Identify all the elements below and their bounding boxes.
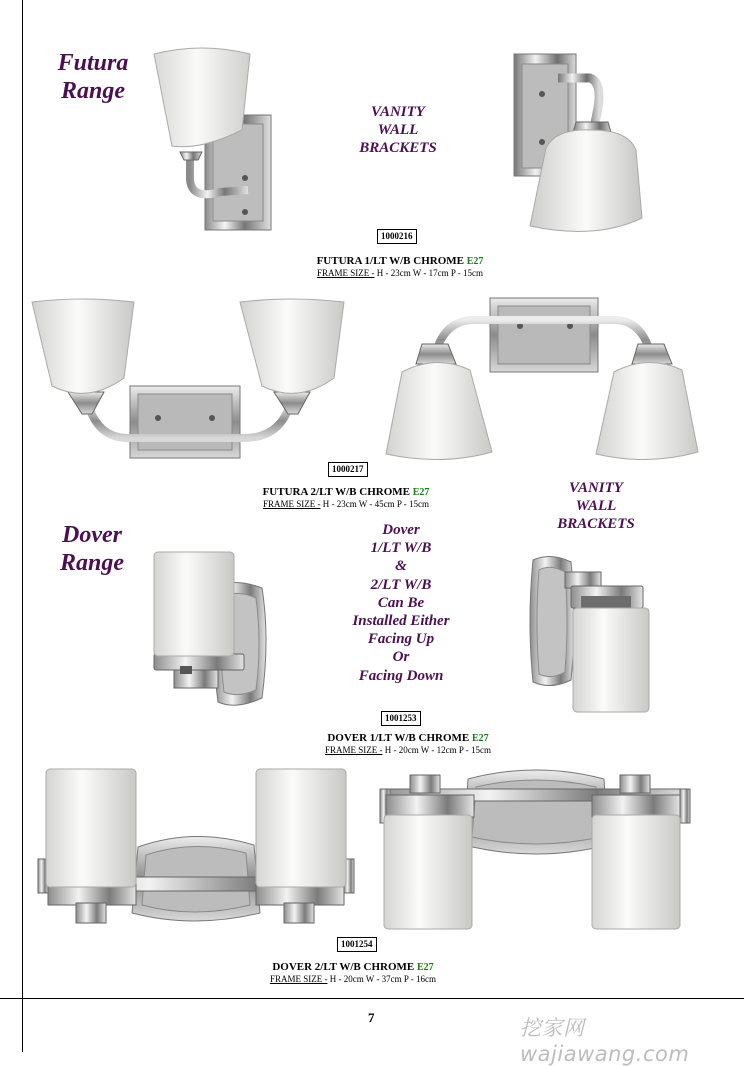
- futura-double-up-image: [28, 294, 350, 464]
- futura-single-code: 1000216: [377, 229, 417, 244]
- dover-double-code: 1001254: [337, 937, 377, 952]
- futura-vanity-heading: VANITY WALL BRACKETS: [359, 104, 437, 156]
- dover-single-name: DOVER 1/LT W/B CHROME E27: [327, 732, 489, 744]
- dover-installation-note: Dover 1/LT W/B & 2/LT W/B Can Be Installed Either Facing Up Or Facing Down: [352, 522, 450, 684]
- footer-rule: [0, 998, 744, 999]
- futura-range-title: Futura Range: [57, 50, 129, 104]
- futura-double-name: FUTURA 2/LT W/B CHROME E27: [262, 486, 430, 498]
- dover-double-down-image: [376, 765, 696, 935]
- dover-double-size: FRAME SIZE - H - 20cm W - 37cm P - 16cm: [269, 974, 437, 984]
- futura-double-size: FRAME SIZE - H - 23cm W - 45cm P - 15cm: [262, 499, 430, 509]
- watermark: 挖家网 wajiawang.com: [520, 1016, 690, 1066]
- dover-single-down-image: [525, 552, 655, 717]
- futura-single-size: FRAME SIZE - H - 23cm W - 17cm P - 15cm: [316, 268, 484, 278]
- futura-double-code: 1000217: [328, 462, 368, 477]
- page-number: 7: [368, 1010, 375, 1025]
- left-margin-rule: [22, 0, 23, 1052]
- futura-double-down-image: [382, 294, 704, 464]
- dover-single-code: 1001253: [381, 711, 421, 726]
- dover-vanity-heading: VANITY WALL BRACKETS: [557, 480, 635, 532]
- dover-double-name: DOVER 2/LT W/B CHROME E27: [272, 961, 434, 973]
- futura-single-up-image: [150, 40, 280, 235]
- futura-single-name: FUTURA 1/LT W/B CHROME E27: [316, 255, 484, 267]
- dover-single-size: FRAME SIZE - H - 20cm W - 12cm P - 15cm: [324, 745, 492, 755]
- dover-double-up-image: [34, 765, 359, 935]
- futura-single-down-image: [510, 50, 645, 240]
- dover-single-up-image: [150, 548, 275, 713]
- dover-range-title: Dover Range: [59, 522, 124, 576]
